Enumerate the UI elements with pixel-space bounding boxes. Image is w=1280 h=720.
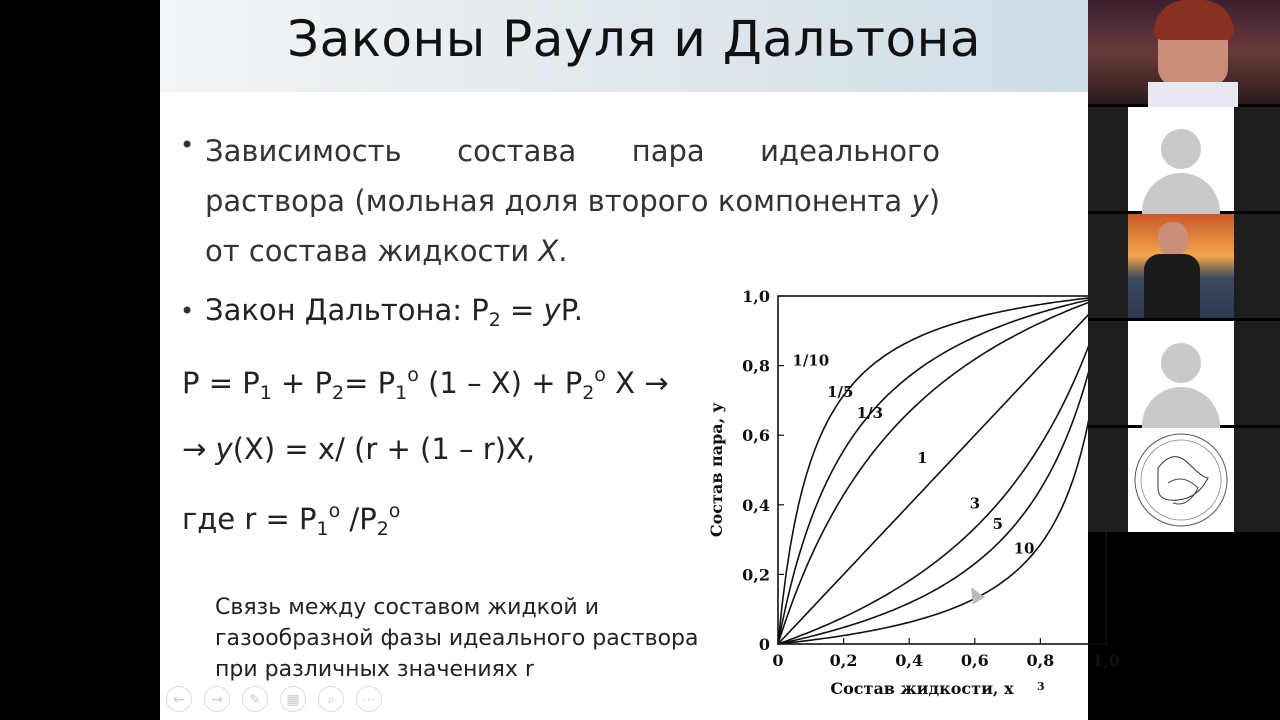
eq3-s1: 1 bbox=[316, 518, 329, 540]
equation-pressure bbox=[182, 364, 669, 404]
zoom-button[interactable]: ⌕ bbox=[318, 686, 344, 712]
pen-tool-button[interactable]: ✎ bbox=[242, 686, 268, 712]
dalton-sub: 2 bbox=[488, 309, 501, 331]
curve-r-1 bbox=[778, 296, 1106, 644]
curve-label: 1/3 bbox=[856, 403, 884, 422]
bullet-1-y-var: y bbox=[911, 184, 929, 218]
curve-label: 3 bbox=[969, 494, 981, 513]
bullet-1-main: Зависимость состава пара идеального раствора (мольная доля второго компонента bbox=[205, 134, 940, 218]
eq1-s1: 1 bbox=[259, 382, 272, 404]
eq2-arrow: → bbox=[182, 432, 216, 466]
bullet-1-marker: • bbox=[180, 131, 195, 159]
dalton-eq: = bbox=[500, 293, 544, 327]
eq1-c: = P bbox=[344, 366, 396, 400]
y-tick-label: 0 bbox=[758, 635, 770, 654]
eq3-s2: 2 bbox=[376, 518, 389, 540]
eq3-a: где r = P bbox=[182, 502, 317, 536]
emblem-icon bbox=[1128, 428, 1234, 532]
participant-tile-5[interactable] bbox=[1088, 428, 1280, 532]
eq1-d: (1 – X) + P bbox=[418, 366, 583, 400]
avatar-placeholder-icon bbox=[1161, 129, 1201, 169]
title-bar bbox=[160, 0, 1088, 92]
y-axis-label: Состав пара, y bbox=[707, 402, 726, 538]
bullet-1-x-var: X bbox=[538, 234, 559, 268]
more-options-button[interactable]: ⋯ bbox=[356, 686, 382, 712]
avatar-placeholder-icon bbox=[1161, 343, 1201, 383]
placeholder-bg bbox=[1128, 107, 1234, 211]
curve-label: 5 bbox=[992, 515, 1003, 534]
x-tick-label: 0,2 bbox=[829, 651, 858, 670]
x-tick-label: 0 bbox=[772, 651, 784, 670]
x-tick-label: 0,6 bbox=[960, 651, 989, 670]
y-tick-label: 0,4 bbox=[742, 495, 770, 515]
x-axis-note: 3 bbox=[1037, 680, 1045, 693]
eq3-sup1: o bbox=[328, 500, 341, 522]
curve-label: 10 bbox=[1013, 539, 1035, 558]
bullet-1-mid: ) от состава жидкости bbox=[205, 184, 941, 268]
all-slides-button[interactable]: ▦ bbox=[280, 686, 306, 712]
placeholder-bg bbox=[1128, 321, 1234, 425]
prev-slide-button[interactable]: ← bbox=[166, 686, 192, 712]
curve-label: 1 bbox=[917, 449, 928, 468]
eq1-s3: 1 bbox=[395, 382, 408, 404]
eq1-s4: 2 bbox=[582, 382, 595, 404]
y-tick-label: 1,0 bbox=[742, 287, 770, 306]
eq2-rest: (X) = x/ (r + (1 – r)X, bbox=[232, 432, 536, 466]
y-tick-label: 0,2 bbox=[742, 565, 770, 585]
shirt-shape bbox=[1144, 254, 1200, 318]
x-tick-label: 1,0 bbox=[1092, 651, 1120, 670]
y-tick-label: 0,8 bbox=[742, 356, 770, 376]
eq1-b: + P bbox=[271, 366, 333, 400]
chart-svg bbox=[698, 278, 1120, 708]
vapor-liquid-chart bbox=[698, 278, 1120, 708]
bullet-1-text bbox=[205, 126, 940, 276]
next-slide-button[interactable]: → bbox=[204, 686, 230, 712]
eq1-e: X → bbox=[605, 366, 669, 400]
dalton-y: y bbox=[543, 293, 561, 327]
eq1-sup2: o bbox=[594, 364, 606, 386]
eq1-s2: 2 bbox=[332, 382, 345, 404]
participant-tile-2[interactable] bbox=[1088, 107, 1280, 211]
curve-label: 1/5 bbox=[827, 382, 854, 401]
x-axis-label: Состав жидкости, x bbox=[830, 679, 1014, 698]
figure-caption: Связь между составом жидкой и газообразной фазы идеального раствора при различных значениях r bbox=[215, 595, 699, 682]
equation-y-of-x bbox=[182, 432, 535, 466]
eq3-b: /P bbox=[340, 502, 377, 536]
presentation-slide bbox=[160, 0, 1120, 720]
participant-tile-4[interactable] bbox=[1088, 321, 1280, 425]
x-tick-label: 0,4 bbox=[895, 651, 924, 670]
participant-tile-1[interactable] bbox=[1088, 0, 1280, 104]
eq1-a: P = P bbox=[182, 366, 260, 400]
emblem-logo bbox=[1128, 428, 1234, 532]
curve-label: 1/10 bbox=[792, 351, 830, 370]
head-shape bbox=[1158, 222, 1188, 256]
bullet-2-marker: • bbox=[180, 297, 195, 325]
dalton-end: P. bbox=[560, 293, 583, 327]
dalton-law bbox=[205, 293, 583, 331]
eq3-sup2: o bbox=[388, 500, 401, 522]
participant-tile-3[interactable] bbox=[1088, 214, 1280, 318]
x-tick-label: 0,8 bbox=[1026, 651, 1055, 670]
y-tick-label: 0,6 bbox=[742, 426, 770, 446]
bullet-1-end: . bbox=[558, 234, 568, 268]
eq1-sup1: o bbox=[407, 364, 419, 386]
participant-man-video bbox=[1128, 214, 1234, 318]
eq2-y: y bbox=[215, 432, 233, 466]
participants-panel bbox=[1088, 0, 1280, 532]
slide-title: Законы Рауля и Дальтона bbox=[287, 10, 981, 68]
equation-r-definition bbox=[182, 500, 400, 540]
dalton-label: Закон Дальтона: P bbox=[205, 293, 489, 327]
